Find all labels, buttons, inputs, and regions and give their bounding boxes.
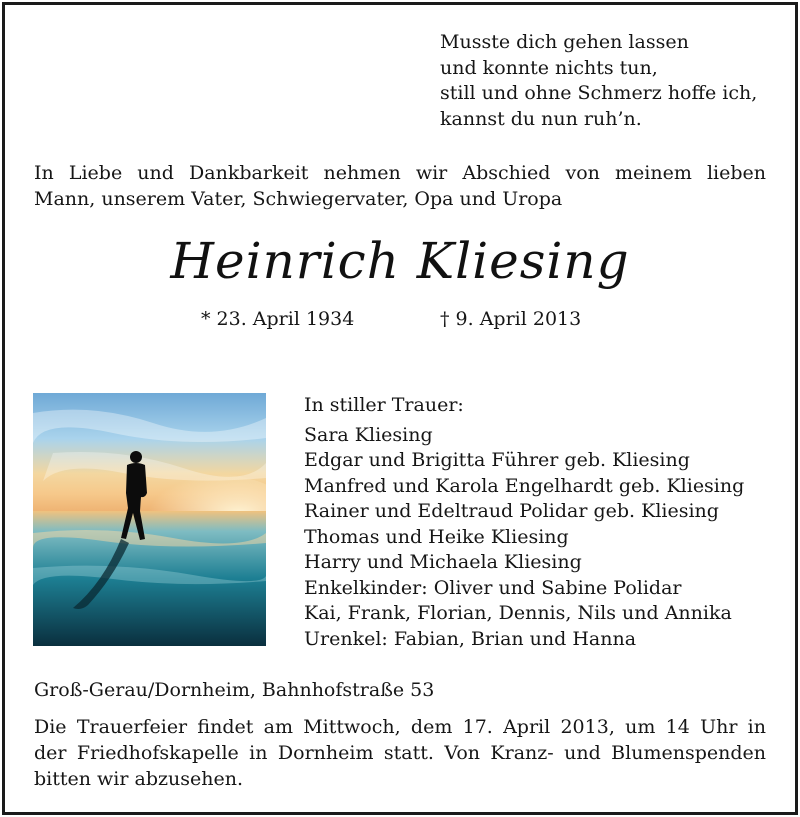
- poem: [440, 30, 780, 132]
- deceased-name: Heinrich Kliesing: [170, 232, 630, 290]
- intro-line: Mann, unserem Vater, Schwiegervater, Opa und Uropa: [34, 188, 563, 210]
- address: Groß-Gerau/Dornheim, Bahnhofstraße 53: [34, 679, 435, 701]
- intro-line: In Liebe und Dankbarkeit nehmen wir Abschied von meinem lieben: [34, 162, 766, 184]
- funeral-line: Die Trauerfeier findet am Mittwoch, dem 17. April 2013, um 14 Uhr in: [34, 716, 766, 738]
- intro-text: [34, 160, 766, 212]
- birth-date: * 23. April 1934: [201, 308, 355, 330]
- funeral-line: der Friedhofskapelle in Dornheim statt. Von Kranz- und Blumenspenden: [34, 742, 766, 764]
- funeral-info: [34, 714, 766, 792]
- funeral-line: bitten wir abzusehen.: [34, 768, 243, 790]
- mourner-name: Harry und Michaela Kliesing: [304, 551, 582, 573]
- poem-line: und konnte nichts tun,: [440, 56, 658, 79]
- mourner-name: Sara Kliesing: [304, 423, 433, 446]
- mourner-name: Rainer und Edeltraud Polidar geb. Kliesing: [304, 500, 719, 522]
- mourners-list: [304, 393, 774, 652]
- photo-man-at-beach-sunset-icon: [33, 393, 266, 646]
- mourner-name: Thomas und Heike Kliesing: [304, 525, 569, 548]
- mourner-name: Enkelkinder: Oliver und Sabine Polidar: [304, 576, 682, 599]
- mourner-name: Edgar und Brigitta Führer geb. Kliesing: [304, 449, 690, 471]
- death-date: † 9. April 2013: [440, 308, 582, 330]
- poem-line: kannst du nun ruh’n.: [440, 107, 642, 130]
- mourners-heading: In stiller Trauer:: [304, 394, 464, 416]
- mourner-name: Kai, Frank, Florian, Dennis, Nils und Annika: [304, 602, 732, 624]
- mourner-name: Manfred und Karola Engelhardt geb. Kliesing: [304, 474, 745, 497]
- memorial-photo: [33, 393, 266, 646]
- poem-line: Musste dich gehen lassen: [440, 31, 689, 53]
- mourner-name: Urenkel: Fabian, Brian und Hanna: [304, 627, 637, 650]
- poem-line: still und ohne Schmerz hoffe ich,: [440, 82, 758, 104]
